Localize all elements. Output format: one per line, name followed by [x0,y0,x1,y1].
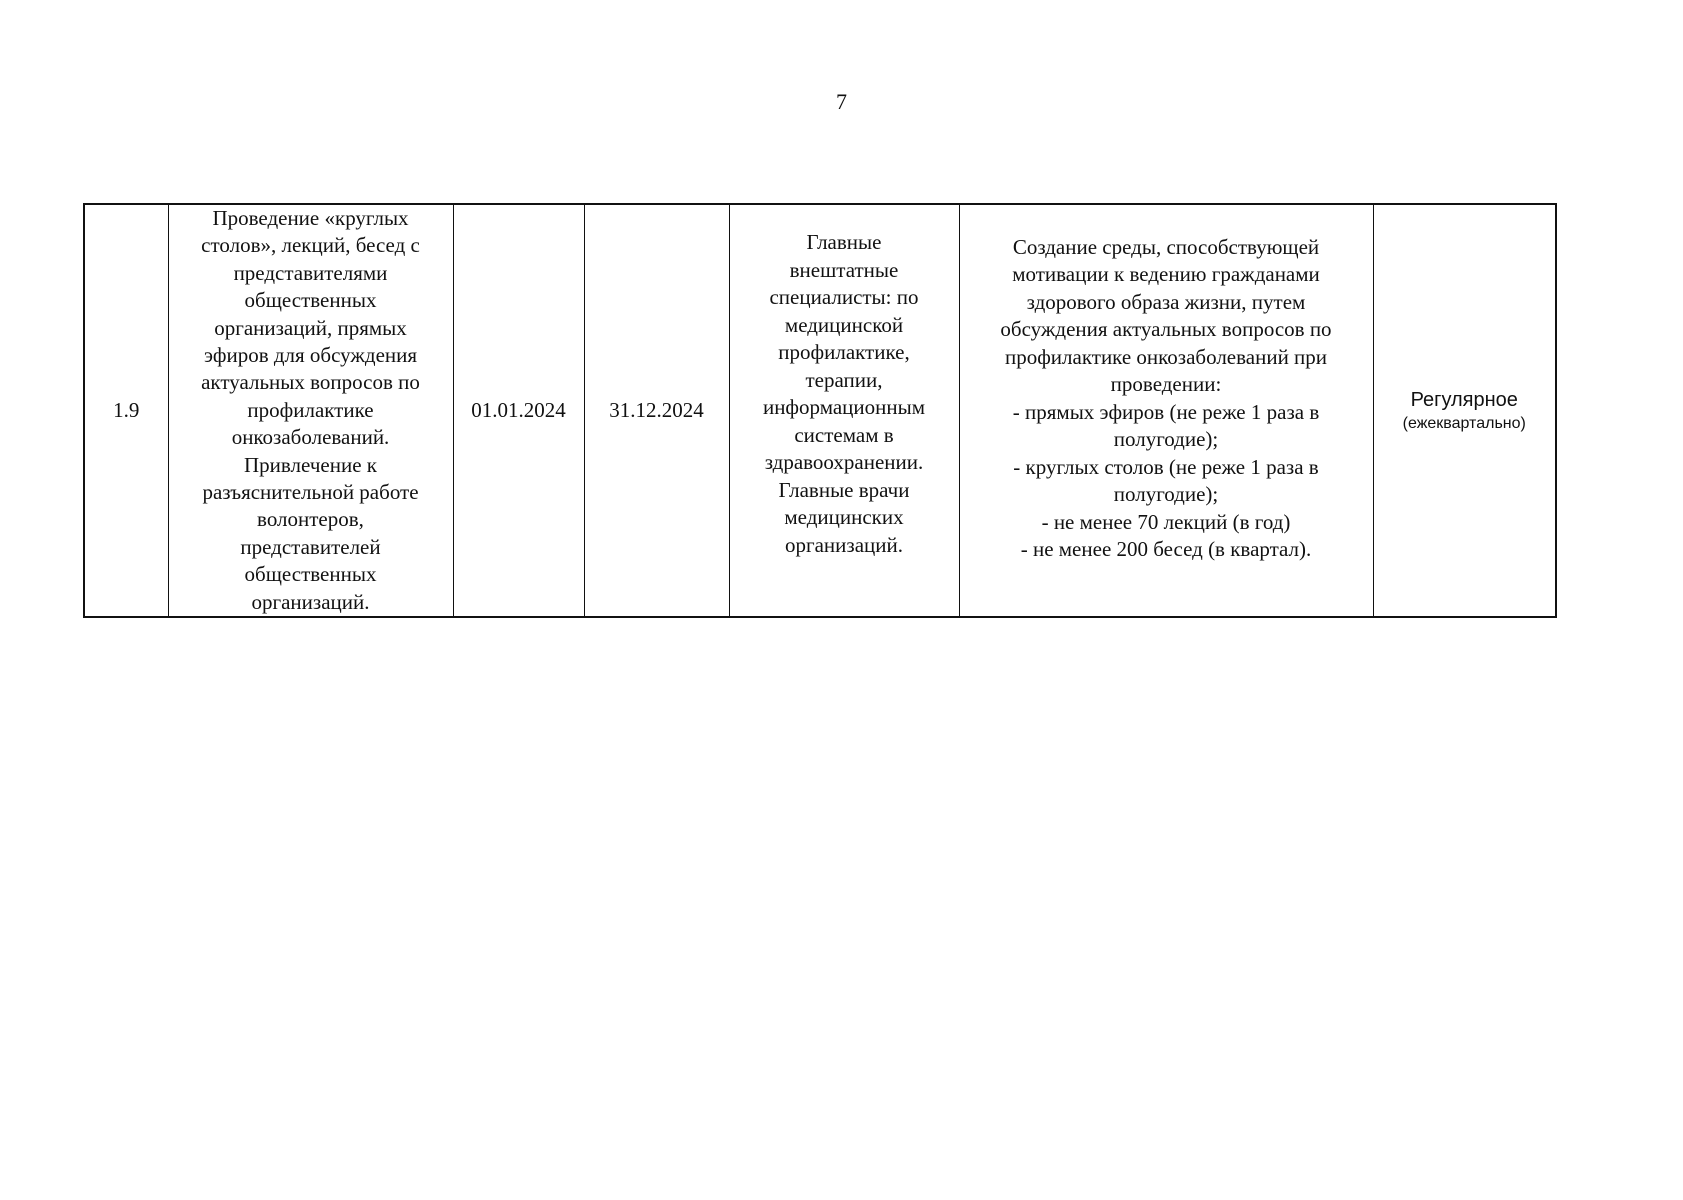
result-line: профилактике онкозаболеваний при [1004,344,1328,369]
activity-line: актуальных вопросов по [201,370,420,395]
responsible-line: терапии, [805,367,883,392]
page-number: 7 [836,89,847,114]
result-line: - не менее 70 лекций (в год) [1041,509,1291,534]
result-line: полугодие); [1113,482,1219,507]
frequency-label: Регулярное [1410,388,1518,411]
activity-line: эфиров для обсуждения [203,343,418,368]
activity-line: Привлечение к [244,452,377,477]
result-line: Создание среды, способствующей [1012,234,1320,259]
responsible-line: профилактике, [778,340,910,364]
expected-result-cell [959,204,1373,617]
activity-cell [168,204,453,617]
activity-line: столов», лекций, бесед с [201,233,420,258]
activity-line: представителей [240,534,381,559]
frequency-cell [1373,204,1556,617]
frequency-note: (ежеквартально) [1402,414,1526,432]
responsible-line: организаций. [785,532,903,557]
activity-line: представителями [233,260,388,285]
responsible-line: системам в [794,422,894,447]
table-row [84,204,1556,617]
activity-line: профилактике [247,397,374,422]
start-date-cell: 01.01.2024 [453,204,584,617]
activity-line: Проведение «круглых [212,206,409,230]
result-line: - прямых эфиров (не реже 1 раза в [1012,399,1320,424]
end-date-cell: 31.12.2024 [584,204,729,617]
responsible-line: Главные врачи [778,477,910,502]
activity-line: общественных [244,562,377,587]
responsible-line: внештатные [789,257,899,282]
activity-line: общественных [244,288,377,313]
responsible-line: специалисты: по [769,285,919,309]
activity-line: онкозаболеваний. [231,425,390,450]
activity-line: разъяснительной работе [202,480,419,505]
responsible-line: медицинских [784,505,904,529]
result-line: обсуждения актуальных вопросов по [1000,317,1332,342]
responsible-line: Главные [806,230,882,254]
responsible-line: информационным [762,395,926,419]
result-line: мотивации к ведению гражданами [1012,262,1320,287]
activity-line: организаций, прямых [214,315,407,340]
result-line: полугодие); [1113,427,1219,452]
result-line: проведении: [1110,372,1222,397]
activity-line: организаций. [251,589,370,614]
plan-table [83,203,1557,618]
responsible-cell [729,204,959,617]
result-line: здорового образа жизни, путем [1026,289,1306,314]
responsible-line: медицинской [784,312,904,337]
result-line: - круглых столов (не реже 1 раза в [1013,454,1319,479]
activity-line: волонтеров, [257,507,364,532]
responsible-line: здравоохранении. [764,450,924,474]
result-line: - не менее 200 бесед (в квартал). [1020,537,1312,562]
item-number-cell: 1.9 [84,204,168,617]
